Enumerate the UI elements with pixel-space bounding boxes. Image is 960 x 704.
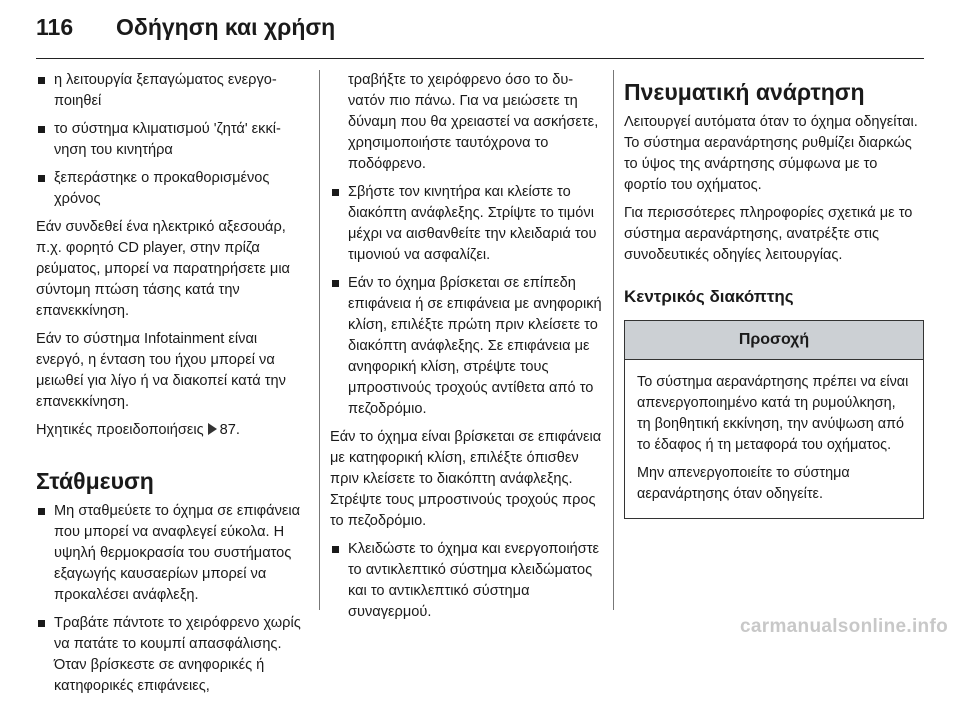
paragraph-continued: τραβήξτε το χειρόφρενο όσο το δυνατόν πιο πάνω. Για να μειώσετε τη δύναμη που θα χρειαστεί να ασκήσετε, χρησιμοποιήστε ταυτόχρονα το ποδόφρενο. bbox=[348, 72, 599, 172]
column-divider-2 bbox=[613, 70, 614, 610]
paragraph-air-suspension: Λειτουργεί αυτόματα όταν το όχημα οδηγείται. Το σύστημα αερανάρτησης ρυθμίζει διαρκώς το ύψος της ανάρτησης σύμφωνα με το φορτίο του οχήματος. bbox=[624, 114, 918, 193]
column-3 bbox=[624, 70, 924, 519]
list-item: Μη σταθμεύετε το όχημα σε επιφάνεια που μπορεί να αναφλεγεί εύκολα. Η υψηλή θερμοκρασία του συστήματος εξαγωγής καυσαερίων μπορεί να προκαλέσει ανάφλεξη. bbox=[36, 501, 308, 606]
list-item-continuation: Εάν το όχημα είναι βρίσκεται σε επιφάνεια με κατηφορική κλίση, επιλέξτε όπισθεν πριν κλείσετε το διακόπτη ανάφλεξης. Στρέψτε τους μπροστινούς τροχούς προς το πεζοδρόμιο. bbox=[330, 429, 602, 529]
paragraph-warnings bbox=[36, 420, 308, 441]
caution-notice bbox=[624, 320, 924, 519]
list-item: ξεπεράστηκε ο προκαθορισμένος χρόνος bbox=[36, 168, 308, 210]
list-item: Εάν το όχημα βρίσκεται σε επίπεδη επιφάνεια ή σε επιφάνεια με ανηφορική κλίση, επιλέξτε πρώτη πριν κλείσετε το διακόπτη ανάφλεξης. Σε επιφάνεια με ανηφορική κλίση, στρέψτε τους μπροστινούς τροχούς αντίθετα από το πεζοδρόμιο. bbox=[330, 273, 602, 420]
watermark: carmanualsonline.info bbox=[740, 616, 948, 637]
paragraph-infotainment: Εάν το σύστημα Infotainment είναι ενεργό, η ένταση του ήχου μπορεί να μειωθεί για λίγο ή να διακοπεί κατά την επανεκκίνηση. bbox=[36, 331, 286, 410]
caution-paragraph: Το σύστημα αερανάρτησης πρέπει να είναι απενεργοποιημένο κατά τη ρυμούλκηση, τη βοηθητική εκκίνηση, την ανύψωση από το έδαφος ή τη μεταφορά του οχήματος. bbox=[637, 374, 909, 453]
caution-title: Προσοχή bbox=[625, 321, 923, 360]
list-item: Τραβάτε πάντοτε το χειρόφρενο χωρίς να πατάτε το κουμπί απασφάλισης. Όταν βρίσκεστε σε ανηφορικές ή κατηφορικές επιφάνειες, bbox=[36, 613, 308, 697]
page-number: 116 bbox=[36, 14, 74, 40]
column-divider-1 bbox=[319, 70, 320, 610]
paragraph-more-info: Για περισσότερες πληροφορίες σχετικά με το σύστημα αερανάρτησης, ανατρέξτε στις συνοδευτικές οδηγίες λειτουργίας. bbox=[624, 205, 913, 263]
subheading-master-switch: Κεντρικός διακόπτης bbox=[624, 287, 794, 306]
warnings-page-ref[interactable]: 87. bbox=[219, 422, 240, 438]
list-item: Σβήστε τον κινητήρα και κλείστε το διακόπτη ανάφλεξης. Στρίψτε το τιμόνι μέχρι να αισθανθείτε την κλειδαριά του τιμονιού να ασφαλίζει. bbox=[330, 182, 602, 266]
bullet-list-parking-cont bbox=[330, 182, 602, 623]
page-reference-arrow-icon bbox=[208, 423, 217, 435]
warnings-text: Ηχητικές προειδοποιήσεις bbox=[36, 422, 204, 438]
caution-paragraph: Μην απενεργοποιείτε το σύστημα αερανάρτησης όταν οδηγείτε. bbox=[637, 465, 850, 502]
bullet-list-parking bbox=[36, 501, 308, 697]
list-item: η λειτουργία ξεπαγώματος ενεργοποιηθεί bbox=[36, 70, 308, 112]
list-item: το σύστημα κλιματισμού 'ζητά' εκκίνηση του κινητήρα bbox=[36, 119, 308, 161]
section-title-parking: Στάθμευση bbox=[36, 468, 154, 494]
list-item: Κλειδώστε το όχημα και ενεργοποιήστε το αντικλεπτικό σύστημα κλειδώματος και το αντικλεπτικό σύστημα συναγερμού. bbox=[330, 539, 602, 623]
header-rule bbox=[36, 58, 924, 59]
caution-body bbox=[625, 360, 923, 518]
page-title: Οδήγηση και χρήση bbox=[116, 14, 336, 40]
column-1 bbox=[36, 70, 308, 704]
bullet-list-top bbox=[36, 70, 308, 210]
page-header bbox=[36, 14, 335, 44]
section-title-air-suspension: Πνευματική ανάρτηση bbox=[624, 79, 865, 105]
column-2 bbox=[330, 70, 602, 630]
paragraph-accessory: Εάν συνδεθεί ένα ηλεκτρικό αξεσουάρ, π.χ. φορητό CD player, στην πρίζα ρεύματος, μπορεί να παρατηρήσετε μια σύντομη πτώση τάσης κατά την επανεκκίνηση. bbox=[36, 219, 290, 319]
